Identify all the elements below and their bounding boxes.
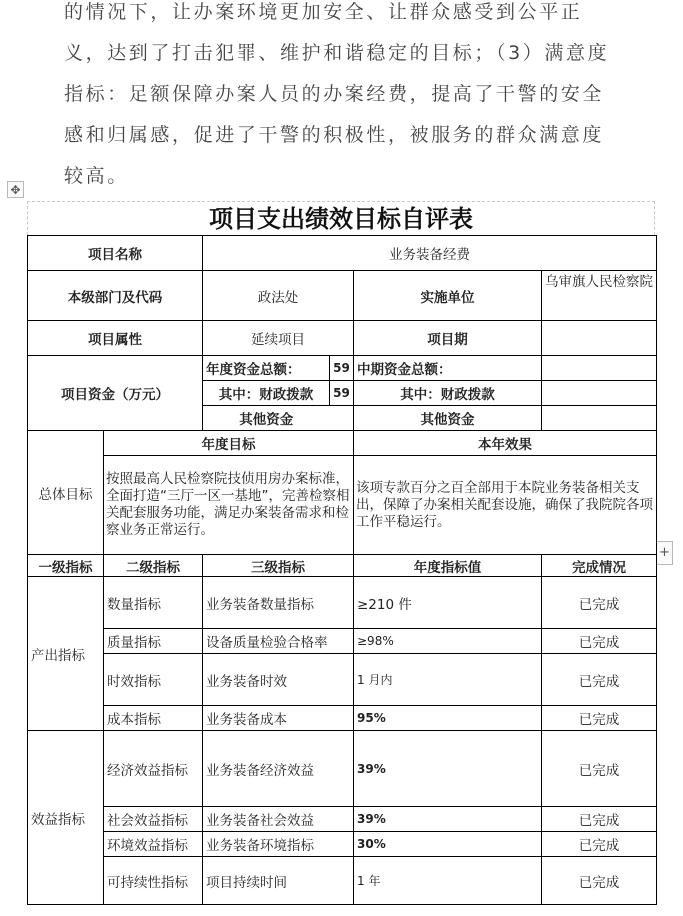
mid-other-funds-label: 其他资金 [354, 406, 542, 431]
target-cell: 1 月内 [354, 654, 542, 706]
level3-cell: 业务装备时效 [203, 654, 354, 706]
status-cell: 已完成 [542, 857, 657, 905]
status-cell: 已完成 [542, 807, 657, 832]
benefit-group-label: 效益指标 [28, 731, 104, 905]
table-move-handle-icon[interactable]: ✥ [7, 181, 24, 198]
implementing-unit-value: 乌审旗人民检察院 [542, 271, 657, 321]
level2-cell: 质量指标 [104, 629, 203, 654]
table-row [28, 807, 657, 832]
level3-cell: 项目持续时间 [203, 857, 354, 905]
annual-effect-header: 本年效果 [354, 431, 657, 456]
table-row [28, 629, 657, 654]
mid-total-label: 中期资金总额： [354, 356, 542, 381]
level3-cell: 业务装备数量指标 [203, 577, 354, 629]
table-row [28, 731, 657, 807]
project-name-value: 业务装备经费 [203, 236, 657, 271]
level2-cell: 成本指标 [104, 706, 203, 731]
paragraph-line: 较高。 [64, 165, 129, 187]
level3-header: 三级指标 [203, 555, 354, 577]
project-period-value [542, 321, 657, 356]
table-row [28, 706, 657, 731]
other-funds-value [330, 406, 354, 431]
target-cell: ≥210 件 [354, 577, 542, 629]
row-funds-total [28, 356, 657, 381]
level2-cell: 社会效益指标 [104, 807, 203, 832]
level1-header: 一级指标 [28, 555, 104, 577]
table-row [28, 577, 657, 629]
project-funds-label: 项目资金（万元） [28, 356, 203, 431]
add-column-icon[interactable]: + [656, 541, 673, 565]
fiscal-allocation-value: 59 [330, 381, 354, 406]
row-overall-content [28, 456, 657, 555]
level2-cell: 可持续性指标 [104, 857, 203, 905]
status-header: 完成情况 [542, 555, 657, 577]
target-header: 年度指标值 [354, 555, 542, 577]
paragraph-line: 的情况下，让办案环境更加安全、让群众感受到公平正 [64, 1, 583, 23]
mid-total-value [542, 356, 657, 381]
target-cell: 30% [354, 832, 542, 857]
status-cell: 已完成 [542, 832, 657, 857]
target-cell: 39% [354, 807, 542, 832]
body-paragraph [64, 0, 610, 197]
mid-other-funds-value [542, 406, 657, 431]
other-funds-label: 其他资金 [203, 406, 330, 431]
level2-cell: 环境效益指标 [104, 832, 203, 857]
status-cell: 已完成 [542, 731, 657, 807]
table-row [28, 857, 657, 905]
department-label: 本级部门及代码 [28, 271, 203, 321]
paragraph-line: 义，达到了打击犯罪、维护和谐稳定的目标；（3）满意度 [64, 42, 610, 64]
target-cell: 95% [354, 706, 542, 731]
row-indicator-headers [28, 555, 657, 577]
annual-effect-text: 该项专款百分之百全部用于本院业务装备相关支出，保障了办案相关配套设施，确保了我院院各项工作平稳运行。 [354, 456, 657, 555]
level3-cell: 设备质量检验合格率 [203, 629, 354, 654]
level2-cell: 时效指标 [104, 654, 203, 706]
table-title: 项目支出绩效目标自评表 [209, 204, 473, 233]
target-cell: 39% [354, 731, 542, 807]
output-group-label: 产出指标 [28, 577, 104, 731]
department-value: 政法处 [203, 271, 354, 321]
mid-fiscal-allocation-value [542, 381, 657, 406]
status-cell: 已完成 [542, 706, 657, 731]
overall-goal-label: 总体目标 [28, 431, 104, 555]
status-cell: 已完成 [542, 629, 657, 654]
level2-header: 二级指标 [104, 555, 203, 577]
performance-table [27, 235, 657, 905]
annual-goal-text: 按照最高人民检察院技侦用房办案标准，全面打造“三厅一区一基地”，完善检察相关配套服务功能，满足办案装备需求和检察业务正常运行。 [104, 456, 354, 555]
level3-cell: 业务装备经济效益 [203, 731, 354, 807]
row-department [28, 271, 657, 321]
row-attribute [28, 321, 657, 356]
project-attribute-label: 项目属性 [28, 321, 203, 356]
project-period-label: 项目期 [354, 321, 542, 356]
level3-cell: 业务装备环境指标 [203, 832, 354, 857]
project-name-label: 项目名称 [28, 236, 203, 271]
annual-goal-header: 年度目标 [104, 431, 354, 456]
level3-cell: 业务装备社会效益 [203, 807, 354, 832]
paragraph-line: 指标：足额保障办案人员的办案经费，提高了干警的安全 [64, 83, 605, 105]
target-cell: ≥98% [354, 629, 542, 654]
annual-total-value: 59 [330, 356, 354, 381]
status-cell: 已完成 [542, 654, 657, 706]
level3-cell: 业务装备成本 [203, 706, 354, 731]
mid-fiscal-allocation-label: 其中：财政拨款 [354, 381, 542, 406]
fiscal-allocation-label: 其中：财政拨款 [203, 381, 330, 406]
level2-cell: 数量指标 [104, 577, 203, 629]
row-project-name [28, 236, 657, 271]
implementing-unit-label: 实施单位 [354, 271, 542, 321]
target-cell: 1 年 [354, 857, 542, 905]
row-overall-header [28, 431, 657, 456]
table-row [28, 654, 657, 706]
table-row [28, 832, 657, 857]
status-cell: 已完成 [542, 577, 657, 629]
annual-total-label: 年度资金总额： [203, 356, 330, 381]
level2-cell: 经济效益指标 [104, 731, 203, 807]
project-attribute-value: 延续项目 [203, 321, 354, 356]
paragraph-line: 感和归属感，促进了干警的积极性，被服务的群众满意度 [64, 124, 605, 146]
